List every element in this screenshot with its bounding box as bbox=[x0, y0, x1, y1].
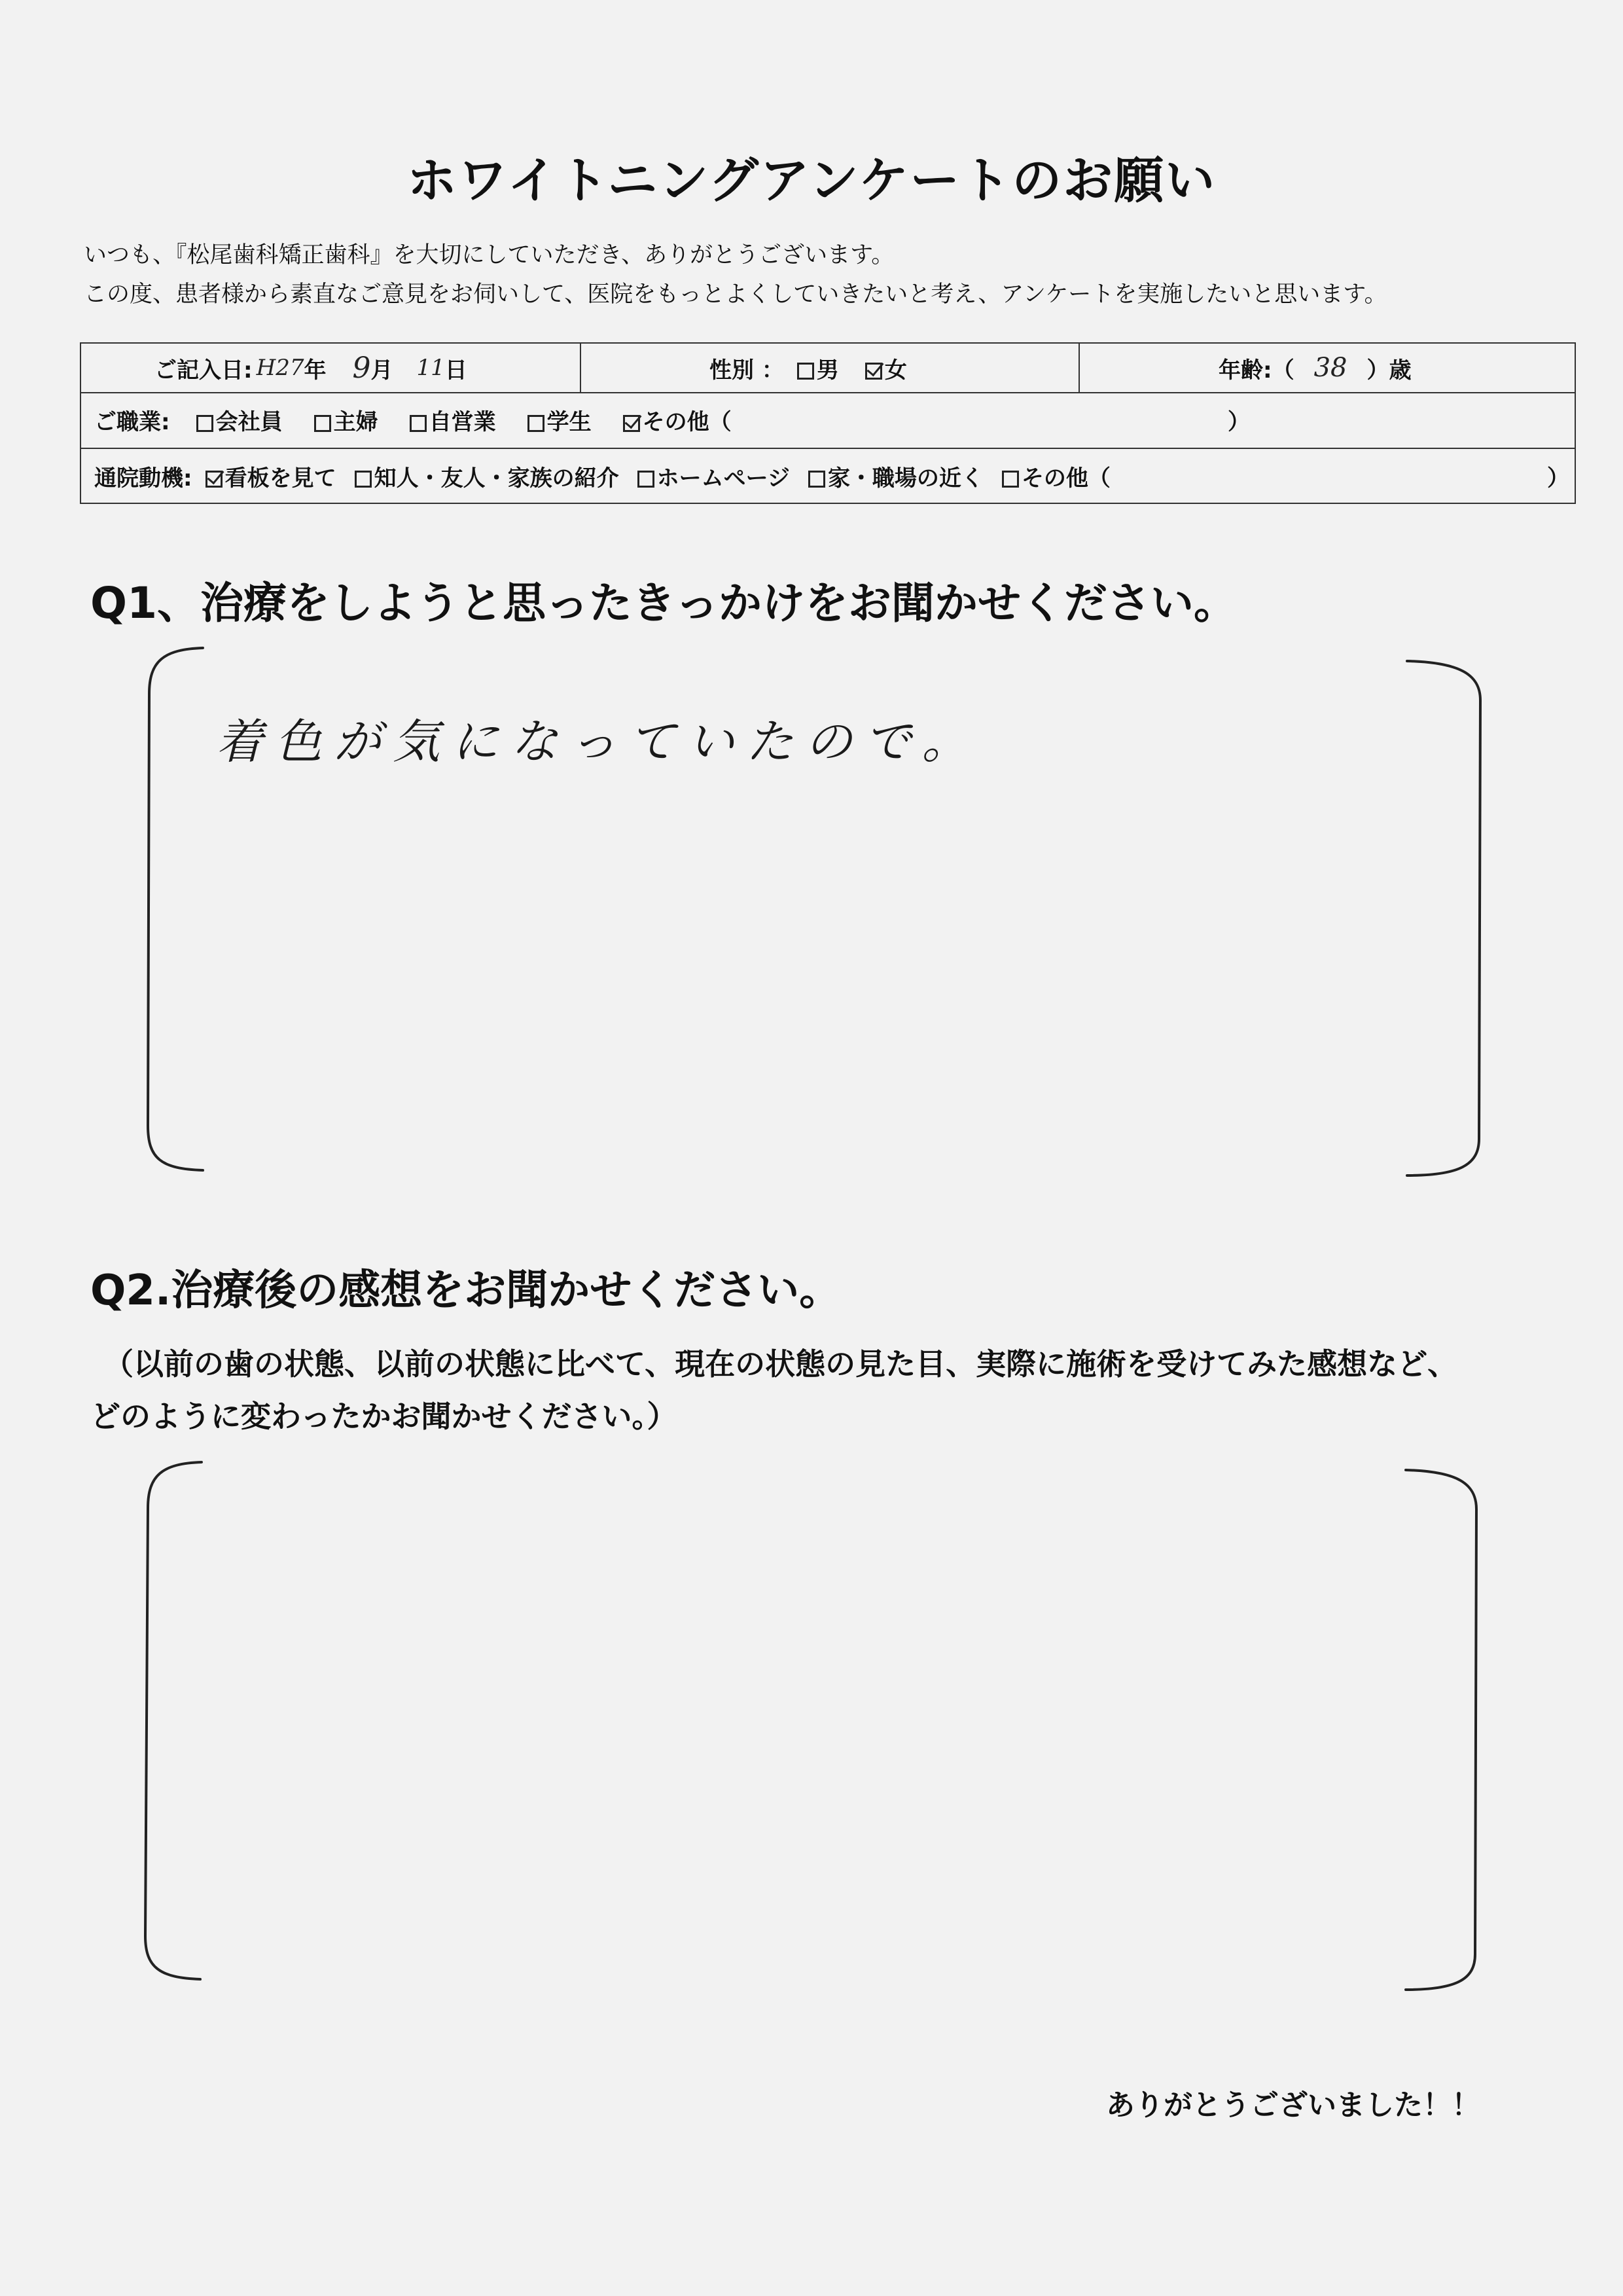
closing-message: ありがとうございました！！ bbox=[1106, 2089, 1480, 2122]
motive-label: 通院動機: bbox=[94, 465, 192, 492]
occupation-label: ご職業: bbox=[94, 409, 170, 435]
occupation-option-housewife[interactable]: 主婦 bbox=[314, 404, 378, 436]
occupation-option-student[interactable]: 学生 bbox=[527, 404, 592, 436]
q2-right-bracket bbox=[1406, 1470, 1476, 1990]
motive-option-signboard[interactable]: 看板を見て bbox=[205, 460, 336, 492]
page-title: ホワイトニングアンケートのお願い bbox=[406, 151, 1217, 209]
q1-question: Q1、治療をしようと思ったきっかけをお聞かせください。 bbox=[90, 578, 1238, 628]
gender-option-female[interactable]: 女 bbox=[865, 352, 907, 384]
q2-left-bracket bbox=[145, 1462, 202, 1979]
motive-option-other[interactable]: その他（ bbox=[1002, 460, 1111, 492]
motive-option-nearby[interactable]: 家・職場の近く bbox=[808, 460, 984, 492]
month-value: 9 bbox=[352, 351, 371, 385]
motive-other-close: ） bbox=[1547, 465, 1569, 492]
month-unit: 月 bbox=[370, 357, 393, 384]
q1-right-bracket bbox=[1407, 661, 1480, 1175]
motive-option-homepage[interactable]: ホームページ bbox=[637, 460, 790, 492]
intro-line-2: この度、患者様から素直なご意見をお伺いして、医院をもっとよくしていきたいと考え、アンケートを実施したいと思います。 bbox=[84, 281, 1387, 308]
q1-answer[interactable]: 着色が気になっていたので。 bbox=[216, 714, 981, 769]
motive-option-referral[interactable]: 知人・友人・家族の紹介 bbox=[355, 460, 619, 492]
age-label: 年齢:（ bbox=[1219, 357, 1294, 384]
gender-option-male[interactable]: 男 bbox=[797, 352, 839, 384]
age-unit: ）歳 bbox=[1366, 357, 1412, 384]
intro-line-1: いつも、『松尾歯科矯正歯科』を大切にしていただき、ありがとうございます。 bbox=[84, 242, 895, 268]
date-era-value: H27 bbox=[256, 355, 304, 381]
gender-label: 性別 ： bbox=[709, 357, 784, 384]
occupation-option-self-employed[interactable]: 自営業 bbox=[410, 404, 496, 436]
date-label: ご記入日: bbox=[154, 357, 253, 384]
q1-left-bracket bbox=[148, 648, 203, 1170]
age-value: 38 bbox=[1313, 353, 1347, 383]
occupation-option-other[interactable]: その他（ bbox=[623, 404, 732, 436]
q2-question: Q2.治療後の感想をお聞かせください。 bbox=[90, 1266, 842, 1315]
day-value: 11 bbox=[416, 355, 445, 381]
year-unit: 年 bbox=[304, 357, 327, 384]
occupation-other-close: ） bbox=[1228, 409, 1250, 435]
day-unit: 日 bbox=[444, 357, 467, 384]
q2-note-line-2: どのように変わったかお聞かせください。） bbox=[90, 1399, 677, 1434]
occupation-option-office[interactable]: 会社員 bbox=[196, 404, 283, 436]
q2-note-line-1: （以前の歯の状態、以前の状態に比べて、現在の状態の見た目、実際に施術を受けてみた感想など、 bbox=[103, 1346, 1458, 1382]
